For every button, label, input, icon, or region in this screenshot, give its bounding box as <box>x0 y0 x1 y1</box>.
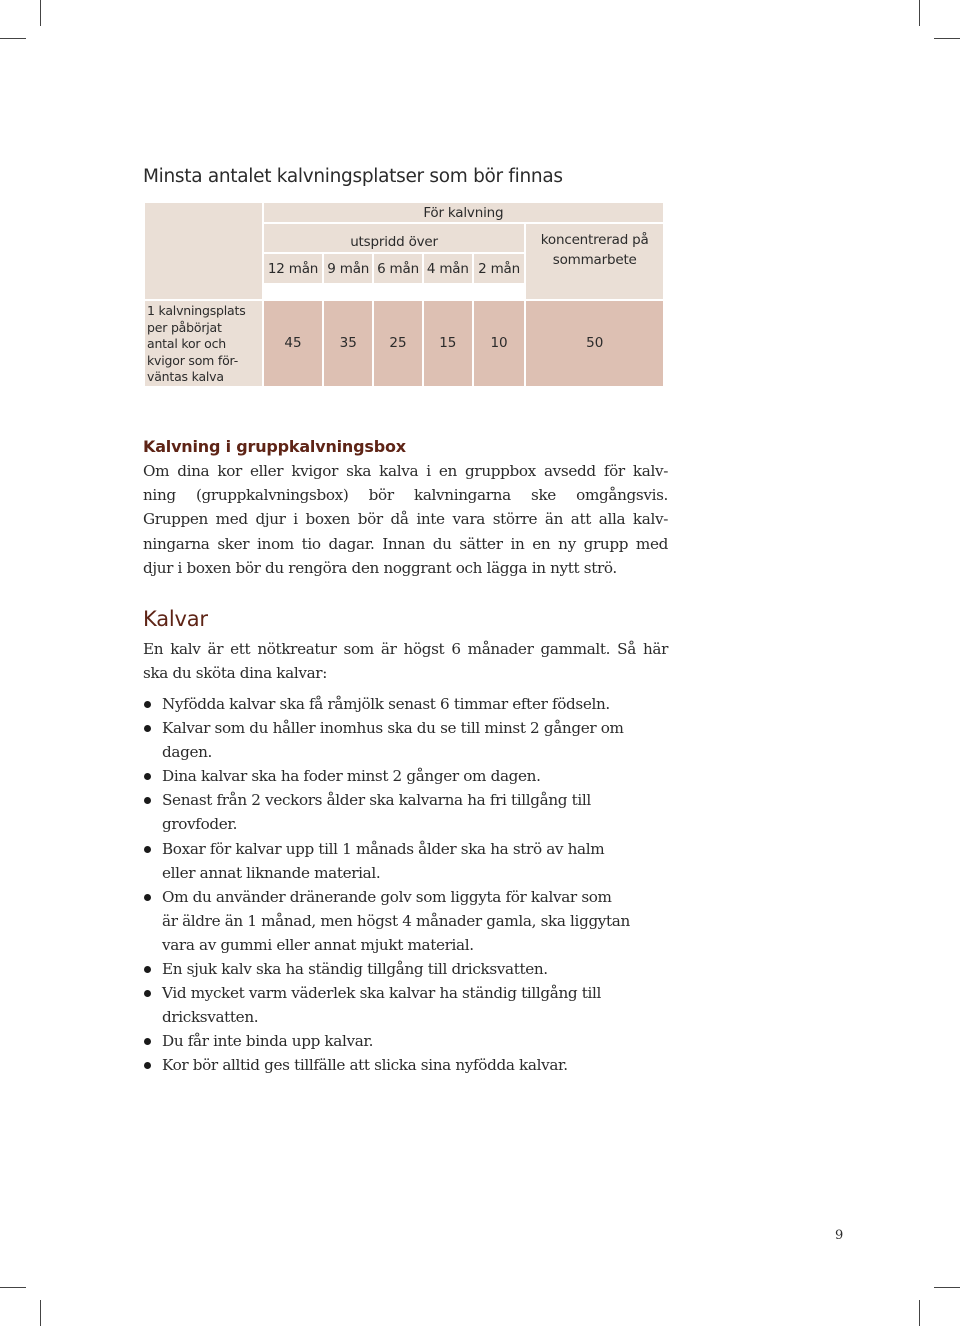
header-for-kalvning: För kalvning <box>263 202 664 223</box>
crop-mark <box>919 1300 920 1326</box>
list-item-line: vara av gummi eller annat mjukt material. <box>162 935 474 954</box>
text-line: ningarna sker inom tio dagar. Innan du sätter in en ny grupp med <box>143 534 668 553</box>
list-item <box>143 981 673 1029</box>
list-item <box>143 957 673 981</box>
crop-mark <box>0 1287 26 1288</box>
text-line: ning (gruppkalvningsbox) bör kalvningarna ske omgångsvis. <box>143 486 668 505</box>
header-month: 9 mån <box>323 253 373 284</box>
row-label-line: väntas kalva <box>147 369 224 384</box>
crop-mark <box>919 0 920 26</box>
bullet-icon <box>144 894 151 901</box>
table-title: Minsta antalet kalvningsplatser som bör finnas <box>143 166 563 187</box>
bullet-icon <box>144 1038 151 1045</box>
text-line: ska du sköta dina kalvar: <box>143 664 327 683</box>
list-item-line: Senast från 2 veckors ålder ska kalvarna ha fri tillgång till <box>162 791 591 810</box>
list-item-line: eller annat liknande material. <box>162 863 381 882</box>
crop-mark <box>40 1300 41 1326</box>
header-spread: utspridd över <box>263 223 526 253</box>
list-item <box>143 692 673 716</box>
list-item-line: Nyfödda kalvar ska få råmjölk senast 6 timmar efter födseln. <box>162 695 610 713</box>
list-item-line: Kor bör alltid ges tillfälle att slicka sina nyfödda kalvar. <box>162 1056 568 1075</box>
crop-mark <box>0 38 26 39</box>
bullet-icon <box>144 725 151 732</box>
row-label-line: 1 kalvningsplats <box>147 303 246 318</box>
list-item <box>143 788 673 836</box>
crop-mark <box>40 0 41 26</box>
header-month: 4 mån <box>423 253 473 284</box>
bullet-icon <box>144 1062 151 1069</box>
value-cell-concentrated: 50 <box>525 300 664 387</box>
value-cell: 45 <box>263 300 324 387</box>
header-month: 6 mån <box>373 253 423 284</box>
list-item-line: är äldre än 1 månad, men högst 4 månader gamla, ska liggytan <box>162 911 630 930</box>
list-item <box>143 885 673 957</box>
crop-mark <box>934 1287 960 1288</box>
bullet-icon <box>144 797 151 804</box>
list-item-line: Vid mycket varm väderlek ska kalvar ha ständig tillgång till <box>162 984 602 1003</box>
bullet-icon <box>144 701 151 708</box>
value-cell: 35 <box>323 300 373 387</box>
row-label-line: kvigor som för- <box>147 352 239 368</box>
paragraph-grupp <box>143 459 668 580</box>
list-item <box>143 1029 673 1053</box>
page-number: 9 <box>835 1228 844 1243</box>
row-label-line: per påbörjat <box>147 319 222 335</box>
list-item-line: En sjuk kalv ska ha ständig tillgång till dricksvatten. <box>162 960 548 979</box>
section-heading-kalvar: Kalvar <box>143 607 208 631</box>
bullet-icon <box>144 990 151 997</box>
value-cell: 25 <box>373 300 423 387</box>
section-heading-grupp: Kalvning i gruppkalvningsbox <box>143 437 406 456</box>
header-month: 2 mån <box>473 253 526 284</box>
text-line: djur i boxen bör du rengöra den noggrant och lägga in nytt strö. <box>143 558 617 577</box>
text-line: Om dina kor eller kvigor ska kalva i en gruppbox avsedd för kalv- <box>143 462 668 480</box>
list-item <box>143 837 673 885</box>
list-item-line: dricksvatten. <box>162 1008 259 1027</box>
list-item-line: grovfoder. <box>162 815 238 834</box>
calf-rules-list <box>143 692 673 1078</box>
list-item-line: Du får inte binda upp kalvar. <box>162 1032 374 1051</box>
list-item-line: Dina kalvar ska ha foder minst 2 gånger om dagen. <box>162 767 541 786</box>
header-concentrated: koncentrerad på sommarbete <box>525 223 664 300</box>
header-month: 12 mån <box>263 253 324 284</box>
calving-places-table <box>143 201 665 388</box>
bullet-icon <box>144 846 151 853</box>
paragraph-kalvar <box>143 637 668 685</box>
bullet-icon <box>144 966 151 973</box>
list-item-line: dagen. <box>162 743 212 762</box>
table-corner-cell <box>144 202 263 300</box>
list-item-line: Kalvar som du håller inomhus ska du se till minst 2 gånger om <box>162 719 624 738</box>
bullet-icon <box>144 773 151 780</box>
list-item-line: Boxar för kalvar upp till 1 månads ålder ska ha strö av halm <box>162 839 605 858</box>
row-label-line: antal kor och <box>147 336 226 351</box>
crop-mark <box>934 38 960 39</box>
text-line: En kalv är ett nötkreatur som är högst 6 månader gammalt. Så här <box>143 640 668 658</box>
list-item <box>143 716 673 764</box>
list-item <box>143 764 673 788</box>
list-item <box>143 1053 673 1077</box>
row-label <box>144 300 263 387</box>
value-cell: 15 <box>423 300 473 387</box>
list-item-line: Om du använder dränerande golv som liggyta för kalvar som <box>162 887 612 906</box>
text-line: Gruppen med djur i boxen bör då inte vara större än att alla kalv- <box>143 510 668 529</box>
value-cell: 10 <box>473 300 526 387</box>
